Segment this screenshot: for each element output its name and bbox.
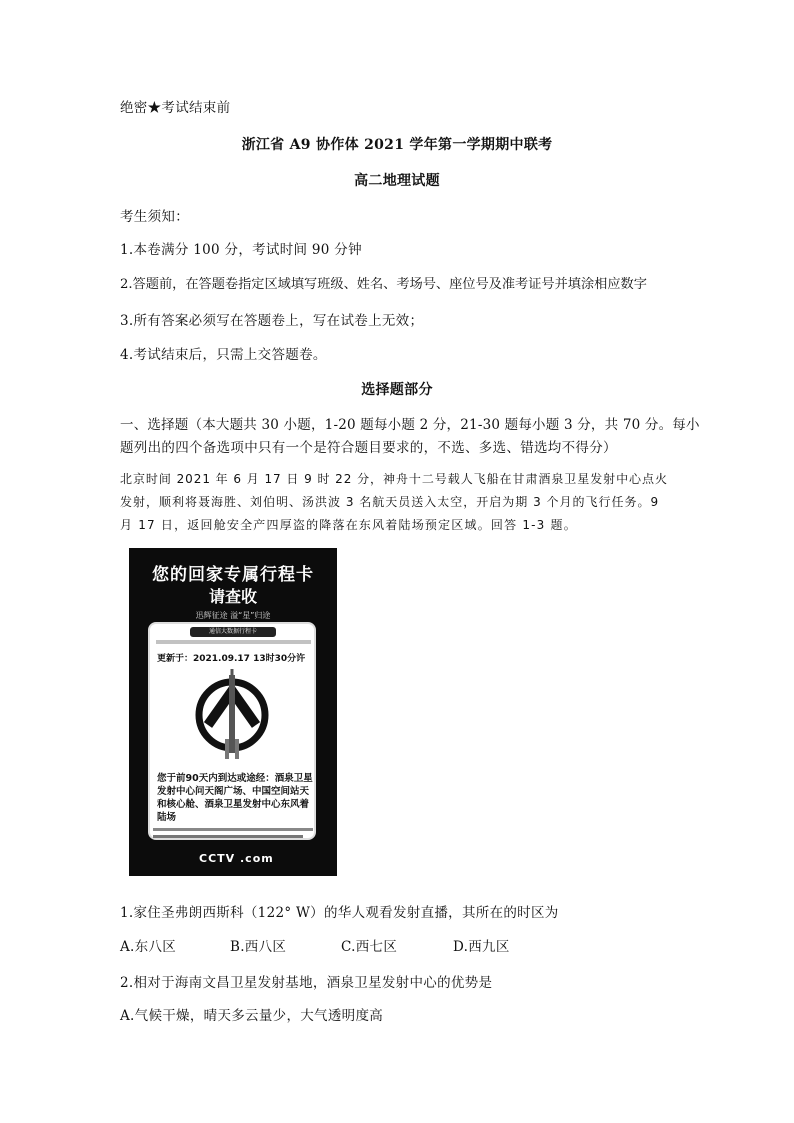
option-a: A.气候干燥，晴天多云量少，大气透明度高: [120, 1008, 384, 1024]
option-d: D.西九区: [453, 939, 510, 955]
notice-item: 4.考试结束后，只需上交答题卷。: [120, 347, 327, 363]
fine-print: [153, 828, 313, 831]
passage-line: 月 17 日，返回舱安全产四厚盗的降落在东风着陆场预定区域。回答 1-3 题。: [120, 518, 577, 532]
itinerary-card: [148, 622, 316, 840]
confidential-note: 绝密★考试结束前: [120, 100, 231, 116]
figure-title: 您的回家专属行程卡: [152, 565, 314, 585]
exam-title: 浙江省 A9 协作体 2021 学年第一学期期中联考: [241, 137, 553, 153]
route-text: 您于前90天内到达或途经：酒泉卫星发射中心问天阁广场、中国空间站天和核心舱、酒泉卫星发射中心东风着陆场: [157, 773, 313, 823]
card-fine-print: [156, 640, 311, 644]
notice-item: 1.本卷满分 100 分，考试时间 90 分钟: [120, 242, 362, 258]
update-time: 更新于：2021.09.17 13时30分许: [157, 654, 306, 664]
figure-subtitle: 请查收: [208, 587, 257, 606]
fine-print: [153, 835, 303, 838]
exam-subtitle: 高二地理试题: [354, 173, 440, 189]
option-b: B.西八区: [230, 939, 287, 955]
cctv-logo: CCTV .com: [199, 852, 274, 865]
notice-item: 3.所有答案必须写在答题卷上，写在试卷上无效；: [120, 313, 424, 329]
option-a: A.东八区: [120, 939, 177, 955]
rocket-arrow-icon: [194, 669, 270, 769]
option-c: C.西七区: [341, 939, 398, 955]
passage-line: 北京时间 2021 年 6 月 17 日 9 时 22 分，神舟十二号载人飞船在甘肃酒泉卫星发射中心点火: [120, 472, 668, 486]
section-intro: 一、选择题（本大题共 30 小题，1-20 题每小题 2 分，21-30 题每小题 3 分，共 70 分。每小: [120, 417, 700, 433]
card-header: 通信大数据行程卡: [190, 627, 276, 637]
section-intro: 题列出的四个备选项中只有一个是符合题目要求的，不选、多选、错选均不得分）: [120, 440, 617, 456]
notice-heading: 考生须知：: [120, 209, 189, 225]
itinerary-card-image: [129, 548, 337, 876]
figure-slogan: 迅辉征途 溢“星”归途: [195, 611, 271, 620]
notice-item: 2.答题前，在答题卷指定区域填写班级、姓名、考场号、座位号及准考证号并填涂相应数字: [120, 277, 647, 292]
question-stem: 2.相对于海南文昌卫星发射基地，酒泉卫星发射中心的优势是: [120, 975, 493, 991]
section-title: 选择题部分: [361, 382, 433, 398]
question-stem: 1.家住圣弗朗西斯科（122° W）的华人观看发射直播，其所在的时区为: [120, 905, 559, 921]
passage-line: 发射，顺利将聂海胜、刘伯明、汤洪波 3 名航天员送入太空，开启为期 3 个月的飞行任务。9: [120, 495, 660, 509]
